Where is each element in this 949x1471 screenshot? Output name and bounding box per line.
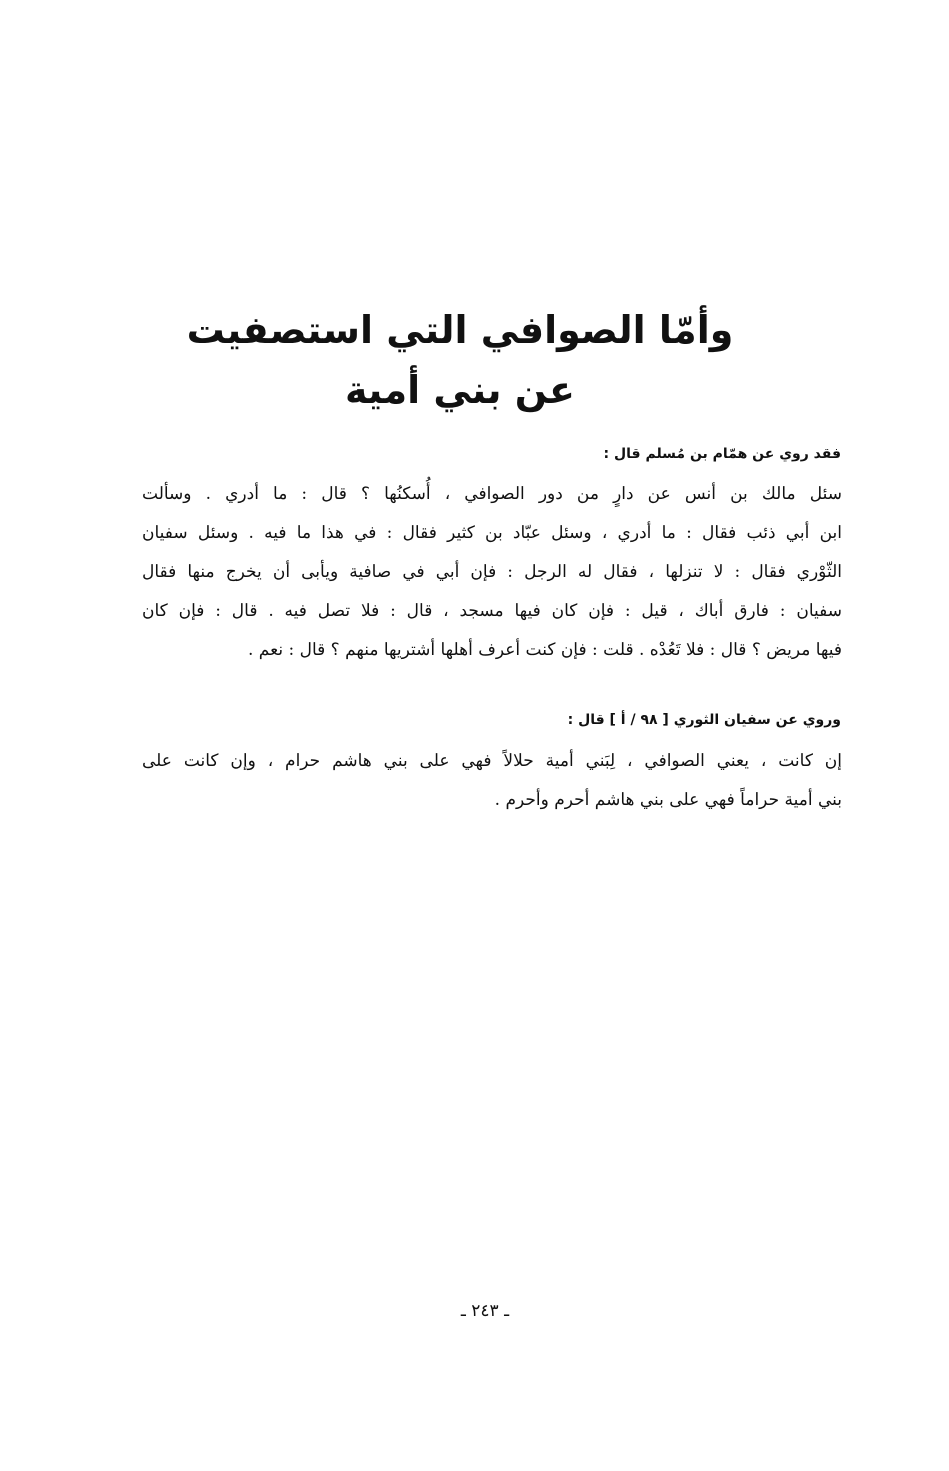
section-2-intro: وروي عن سفيان الثوري [ ٩٨ / أ ] قال : bbox=[567, 712, 841, 728]
section-1-intro: فقد روي عن همّام بن مُسلم قال : bbox=[603, 446, 841, 462]
page-title: وأمّا الصوافي التي استصفيت عن بني أمية bbox=[186, 308, 734, 412]
paragraph-line: ابن أبي ذئب فقال : ما أدري ، وسئل عبّاد بن كثير فقال : في هذا ما فيه . وسئل سفيان bbox=[142, 523, 842, 543]
paragraph-line: بني أمية حراماً فهي على بني هاشم أحرم وأحرم . bbox=[494, 790, 842, 810]
paragraph-line: سئل مالك بن أنس عن دارٍ من دور الصوافي ، أُسكنُها ؟ قال : ما أدري . وسألت bbox=[142, 484, 842, 504]
paragraph-line: إن كانت ، يعني الصوافي ، لِبَني أمية حلالاً فهي على بني هاشم حرام ، وإن كانت على bbox=[142, 751, 842, 771]
section-2-paragraph bbox=[142, 742, 842, 820]
paragraph-line: فيها مريض ؟ قال : فلا تَعُدْه . قلت : فإن كنت أعرف أهلها أشتريها منهم ؟ قال : نعم . bbox=[248, 640, 842, 660]
page-number: ـ ٢٤٣ ـ bbox=[460, 1301, 510, 1321]
paragraph-line: الثّوْري فقال : لا تنزلها ، فقال له الرجل : فإن أبي في صافية ويأبى أن يخرج منها فقال bbox=[142, 562, 842, 582]
paragraph-line: سفيان : فارق أباك ، قيل : فإن كان فيها مسجد ، قال : فلا تصل فيه . قال : فإن كان bbox=[142, 601, 842, 621]
section-1-paragraph bbox=[142, 475, 842, 670]
